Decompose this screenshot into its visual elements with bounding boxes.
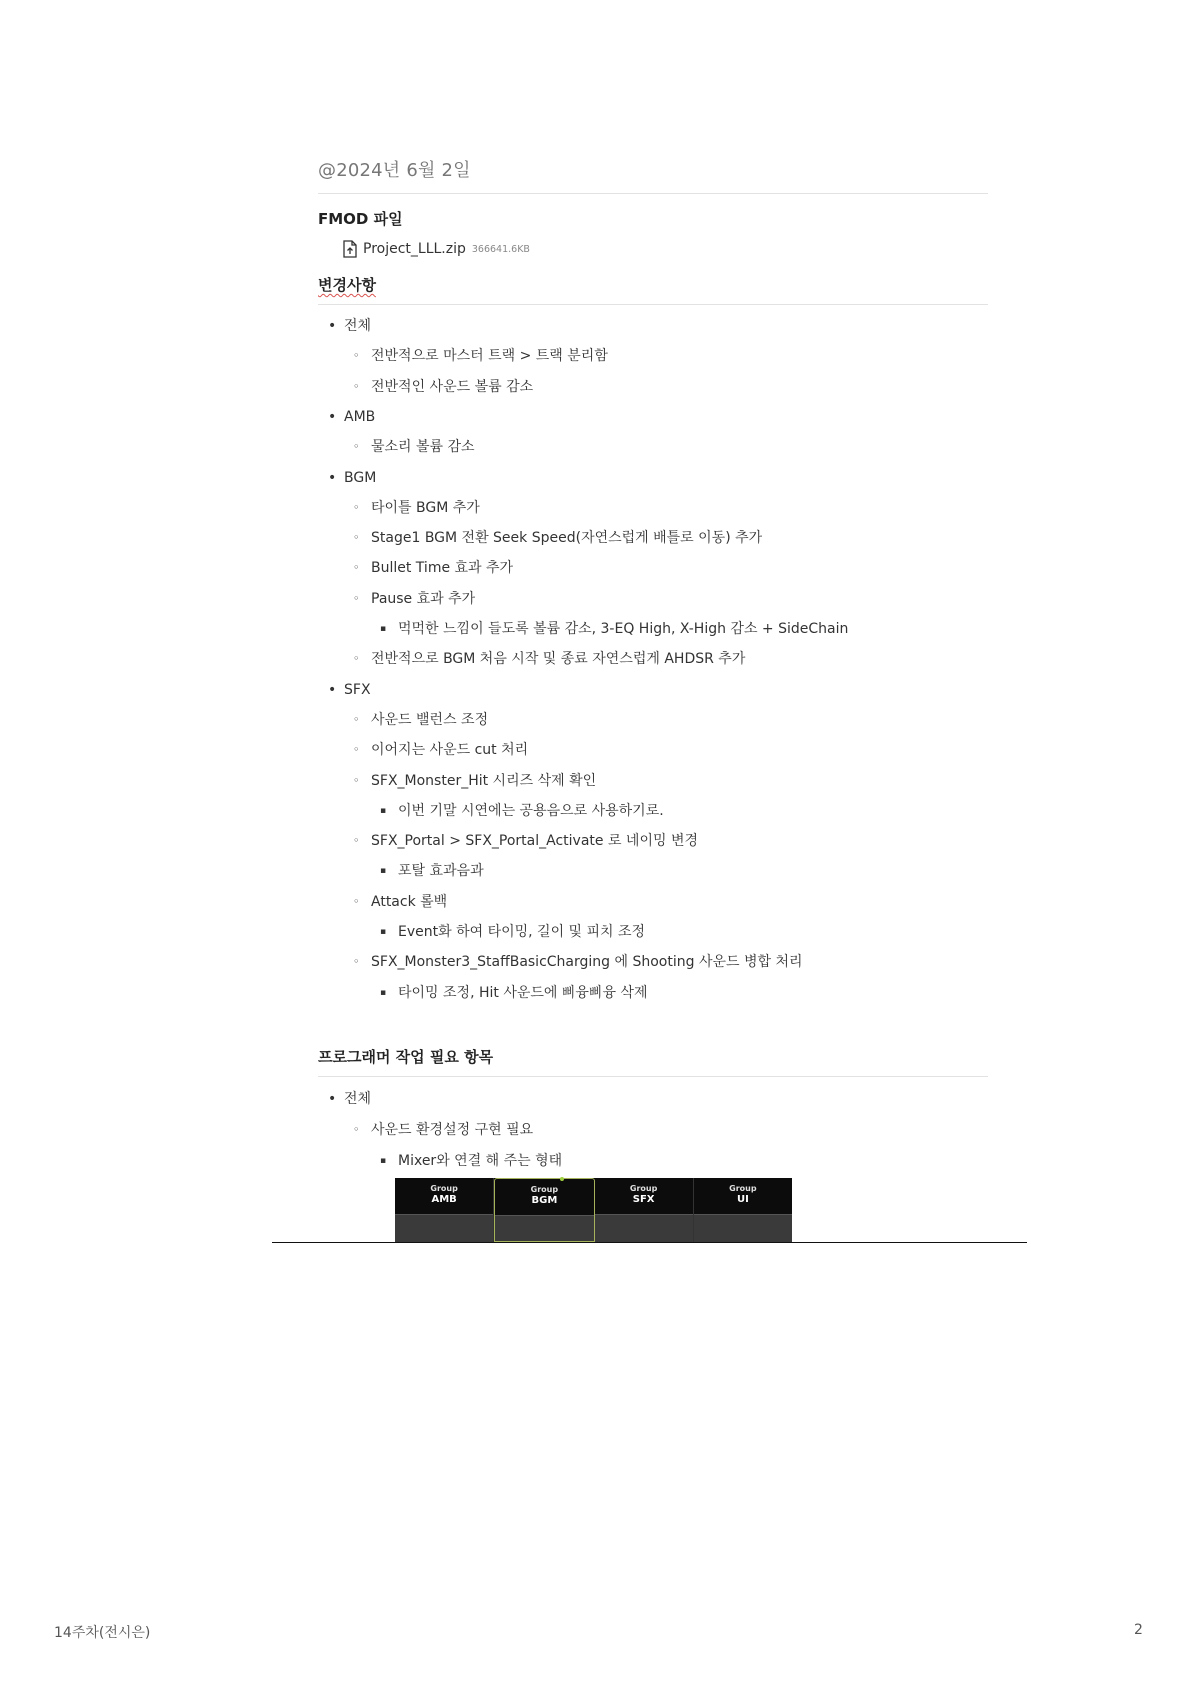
list-item-text: SFX_Monster3_StaffBasicCharging 에 Shooting 사운드 병합 처리 [371,954,803,971]
bullet-icon: • [328,318,337,334]
list-item-text: 사운드 환경설정 구현 필요 [371,1122,534,1138]
mixer-group-name: UI [736,1194,749,1205]
list-item-text: SFX_Portal > SFX_Portal_Activate 로 네이밍 변경 [371,833,699,850]
mixer-group-amb [395,1178,494,1242]
list-item-text: 전반적으로 마스터 트랙 > 트랙 분리함 [371,348,608,365]
list-item [353,832,699,850]
bullet-icon: ▪ [380,624,387,634]
list-item [353,711,489,729]
divider [318,1076,988,1077]
mixer-group-name: SFX [632,1194,655,1205]
list-item-text: Event화 하여 타이밍, 길이 및 피치 조정 [398,924,646,940]
footer-title: 14주차(전시은) [54,1625,151,1641]
bullet-icon: ◦ [353,743,360,757]
bullet-icon: ◦ [353,440,360,454]
list-item-text: BGM [344,469,377,486]
list-item [353,741,529,759]
mixer-group-label: Group [430,1184,458,1193]
bullet-icon: ▪ [380,927,387,937]
list-item-text: 전반적인 사운드 볼륨 감소 [371,378,534,395]
bullet-icon: ▪ [380,805,387,816]
bullet-icon: ◦ [353,712,360,726]
mixer-group-label: Group [530,1185,559,1194]
mixer-group-sfx [595,1178,694,1242]
list-item [328,469,377,487]
list-item [353,1121,534,1139]
list-item [353,893,448,911]
bullet-icon: ▪ [380,987,387,998]
list-item-text: Pause 효과 추가 [371,590,476,607]
bullet-icon: ▪ [380,1156,387,1166]
file-size: 366641.6KB [471,243,530,255]
list-item [353,438,475,456]
list-item [353,378,534,396]
bullet-icon: ◦ [353,531,360,545]
list-item [328,1090,372,1108]
list-item-text: 사운드 밸런스 조정 [371,711,489,728]
divider [318,304,988,305]
list-item-text: 전체 [344,318,372,334]
list-item-text: 이번 기말 시연에는 공용음으로 사용하기로. [398,802,664,819]
list-item-text: 타이틀 BGM 추가 [371,499,480,516]
bullet-icon: ▪ [380,866,387,877]
list-item-text: 포탈 효과음과 [398,863,484,880]
file-name: Project_LLL.zip [363,241,466,257]
list-item [380,984,648,1002]
file-attachment[interactable] [342,240,530,258]
bullet-icon: ◦ [353,955,360,969]
changes-heading: 변경사항 [318,276,376,294]
list-item [328,681,371,699]
list-item [380,923,646,941]
list-item-text: 전반적으로 BGM 처음 시작 및 종료 자연스럽게 AHDSR 추가 [371,651,746,668]
divider [318,193,988,194]
list-item-text: AMB [344,408,376,425]
list-item [380,620,849,638]
list-item-text: 물소리 볼륨 감소 [371,439,475,456]
file-upload-icon [342,240,358,258]
bullet-icon: • [328,681,337,698]
list-item [353,772,597,790]
mixer-group-name: BGM [531,1195,558,1206]
mixer-group-name: AMB [431,1194,457,1205]
list-item-text: Bullet Time 효과 추가 [371,560,514,577]
bullet-icon: ◦ [353,561,360,575]
mixer-screenshot [395,1178,792,1242]
list-item-text: SFX_Monster_Hit 시리즈 삭제 확인 [371,772,597,789]
page-number: 2 [1134,1622,1143,1638]
bullet-icon: ◦ [353,834,360,848]
list-item-text: 전체 [344,1091,372,1107]
bullet-icon: ◦ [353,773,360,787]
bullet-icon: ◦ [353,349,360,363]
list-item [353,650,746,668]
date-mention[interactable]: @2024년 6월 2일 [318,160,471,181]
list-item-text: SFX [344,681,371,698]
list-item [328,408,376,426]
mixer-group-label: Group [729,1184,757,1193]
list-item [353,559,514,577]
list-item [353,590,476,608]
list-item-text: Attack 롤백 [371,893,448,910]
list-item [353,953,803,971]
mixer-group-ui [694,1178,792,1242]
list-item [380,1152,563,1170]
list-item [380,862,484,880]
list-item [380,802,664,820]
bullet-icon: • [328,1091,337,1107]
list-item [353,529,763,547]
bullet-icon: ◦ [353,652,360,666]
page-divider [272,1242,1027,1243]
bullet-icon: ◦ [353,379,360,393]
list-item-text: Mixer와 연결 해 주는 형태 [398,1153,563,1169]
bullet-icon: ◦ [353,500,360,514]
bullet-icon: ◦ [353,1123,360,1136]
fmod-heading: FMOD 파일 [318,210,403,228]
bullet-icon: ◦ [353,894,360,908]
programmer-heading: 프로그래머 작업 필요 항목 [318,1048,494,1066]
mixer-group-bgm [494,1178,594,1242]
bullet-icon: • [328,408,337,425]
bullet-icon: • [328,469,337,486]
list-item-text: Stage1 BGM 전환 Seek Speed(자연스럽게 배틀로 이동) 추가 [371,530,763,547]
list-item [353,499,480,517]
mixer-group-label: Group [629,1184,658,1193]
bullet-icon: ◦ [353,591,360,605]
list-item-text: 타이밍 조정, Hit 사운드에 삐융삐융 삭제 [398,984,648,1001]
list-item [328,317,372,335]
list-item [353,347,608,365]
list-item-text: 먹먹한 느낌이 들도록 볼륨 감소, 3-EQ High, X-High 감소 + SideChain [398,621,849,637]
list-item-text: 이어지는 사운드 cut 처리 [371,742,529,759]
